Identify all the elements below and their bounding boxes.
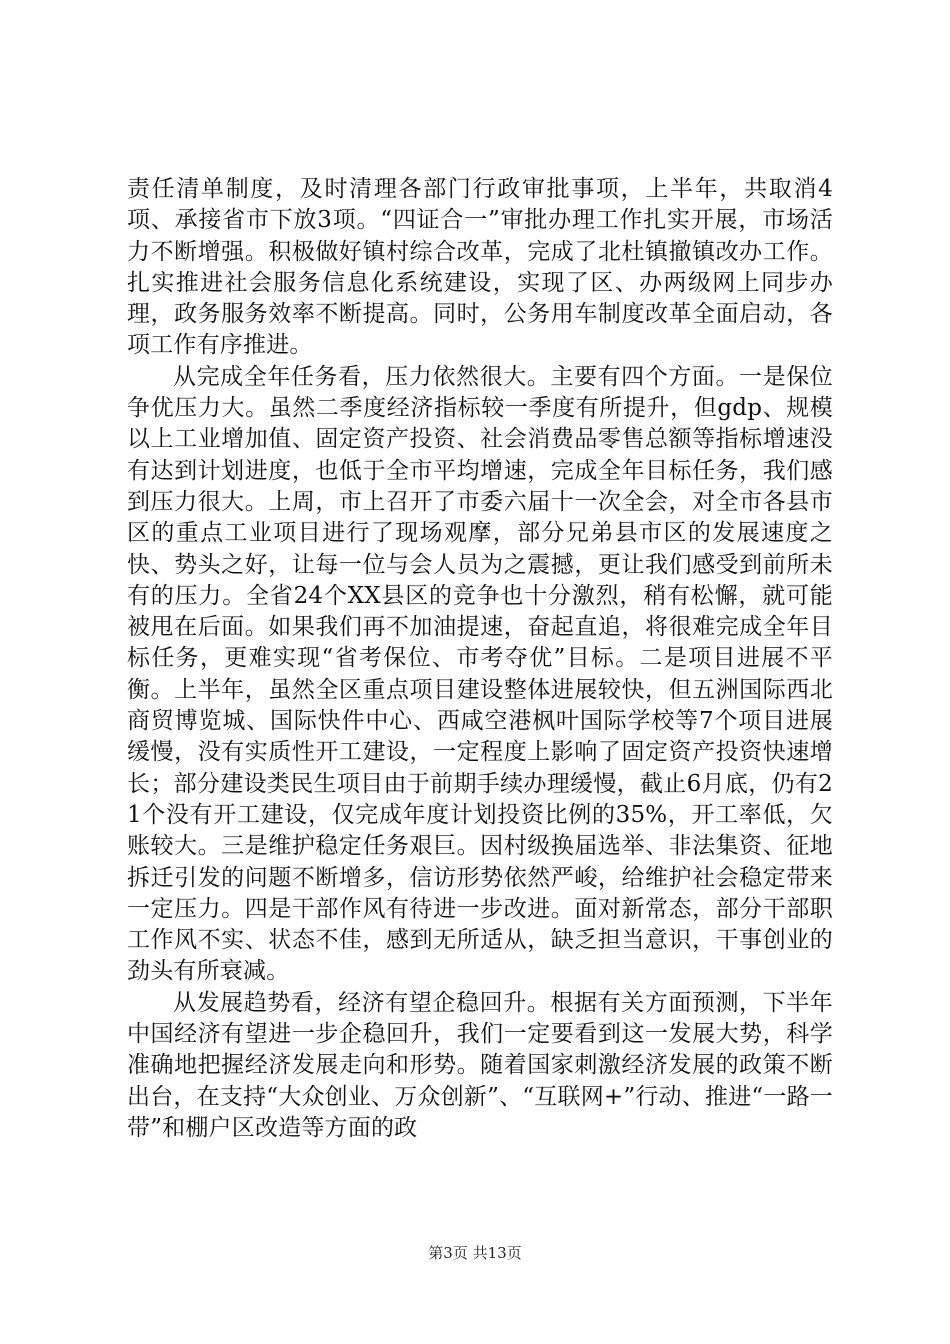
document-body [127,174,833,1144]
page-number-footer: 第3页 共13页 [428,1244,522,1262]
paragraph-3: 从发展趋势看，经济有望企稳回升。根据有关方面预测，下半年中国经济有望进一步企稳回升，我们一定要看到这一发展大势，科学准确地把握经济发展走向和形势。随着国家刺激经济发展的政策不断出台，在支持“大众创业、万众创新”、“互联网+”行动、推进“一路一带”和棚户区改造等方面的政 [127,989,833,1141]
paragraph-1: 责任清单制度，及时清理各部门行政审批事项，上半年，共取消4项、承接省市下放3项。“四证合一”审批办理工作扎实开展，市场活力不断增强。积极做好镇村综合改革，完成了北杜镇撤镇改办工作。扎实推进社会服务信息化系统建设，实现了区、办两级网上同步办理，政务服务效率不断提高。同时，公务用车制度改革全面启动，各项工作有序推进。 [127,176,833,359]
paragraph-2: 从完成全年任务看，压力依然很大。主要有四个方面。一是保位争优压力大。虽然二季度经济指标较一季度有所提升，但gdp、规模以上工业增加值、固定资产投资、社会消费品零售总额等指标增速没有达到计划进度，也低于全市平均增速，完成全年目标任务，我们感到压力很大。上周，市上召开了市委六届十一次全会，对全市各县市区的重点工业项目进行了现场观摩，部分兄弟县市区的发展速度之快、势头之好，让每一位与会人员为之震撼，更让我们感受到前所未有的压力。全省24个XX县区的竞争也十分激烈，稍有松懈，就可能被甩在后面。如果我们再不加油提速，奋起直追，将很难完成全年目标任务，更难实现“省考保位、市考夺优”目标。二是项目进展不平衡。上半年，虽然全区重点项目建设整体进展较快，但五洲国际西北商贸博览城、国际快件中心、西咸空港枫叶国际学校等7个项目进展缓慢，没有实质性开工建设，一定程度上影响了固定资产投资快速增长；部分建设类民生项目由于前期手续办理缓慢，截止6月底，仍有21个没有开工建设，仅完成年度计划投资比例的35%，开工率低，欠账较大。三是维护稳定任务艰巨。因村级换届选举、非法集资、征地拆迁引发的问题不断增多，信访形势依然严峻，给维护社会稳定带来一定压力。四是干部作风有待进一步改进。面对新常态，部分干部职工作风不实、状态不佳，感到无所适从，缺乏担当意识，干事创业的劲头有所衰减。 [127,363,833,985]
